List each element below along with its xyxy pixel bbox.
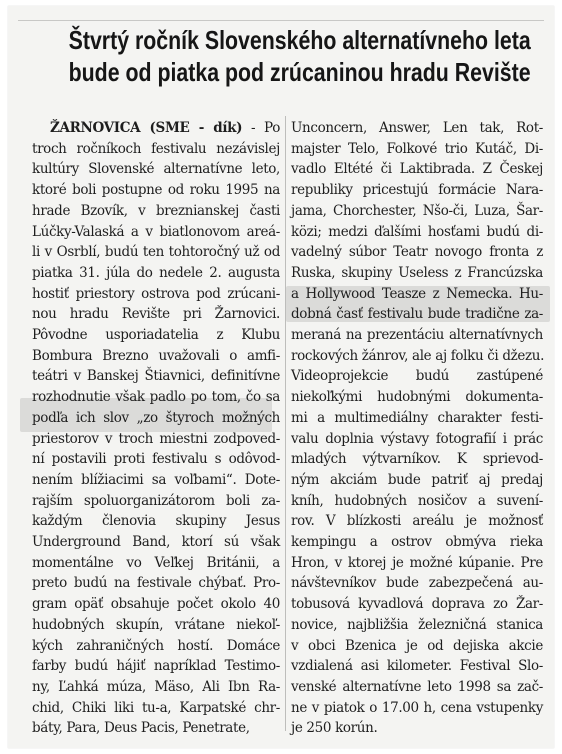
article-line: báty, Para, Deus Pacis, Penetrate, [32,720,250,737]
article-line: li v Osrblí, budú ten tohtoročný už od [32,244,280,261]
article-line: hostiť priestory ostrova pod zrúcani- [32,285,280,302]
dateline: ŽARNOVICA (SME - dík) [50,120,243,136]
article-line: Ruska, skupiny Useless z Francúzska [291,264,543,281]
article-line: kých zahraničných hostí. Domáce [32,637,280,654]
article-line: vadelný súbor Teatr novogo fronta z [291,244,543,261]
article-line: tobusová kyvadlová doprava zo Žar- [291,596,543,613]
article-line [32,118,280,139]
top-rule [18,20,544,21]
article-line: valu doplnia výstavy fotografií i prác [291,430,543,447]
article-line: Underground Band, ktorí sú však [32,534,280,551]
article-line: je 250 korún. [291,720,378,737]
article-line: hudobných skupín, vrátane niekoľ- [32,616,280,633]
article-line: jama, Chorchester, Nšo-či, Luza, Šar- [291,202,543,219]
article-line: Pôvodne usporiadatelia z Klubu [32,327,280,344]
article-line: preto budú na festivale chýbať. Pro- [32,575,280,592]
article-line: ktoré boli postupne od roku 1995 na [32,182,280,199]
article-line: novice, najbližšia železničná stanica [291,616,543,633]
article-line: republiky pricestujú formácie Nara- [291,182,543,199]
article-line: majster Telo, Folkové trio Kutáč, Di- [291,140,543,157]
article-line: vzdialená asi kilometer. Festival Slo- [291,658,543,675]
article-line: každým členovia skupiny Jesus [32,513,280,530]
headline-line-1: Štvrtý ročník Slovenského alternatívneho leta [68,25,531,55]
article-line: ní postavili proti festivalu s odôvod- [32,451,280,468]
article-line: dobná časť festivalu bude tradične za- [291,306,543,323]
article-line: farby budú hájiť napríklad Testimo- [32,658,280,675]
headline-line-2: bude od piatka pod zrúcaninou hradu Revište [68,57,531,87]
article-line: vadlo Eltété či Laktibrada. Z Českej [291,161,543,178]
article-line: podľa ich slov „zo štyroch možných [32,409,280,426]
article-line: piatka 31. júla do nedele 2. augusta [32,264,280,281]
article-line: teátri v Banskej Štiavnici, definitívne [32,368,280,385]
article-line: ným akciám bude patriť aj predaj [291,471,543,488]
article-line: troch ročníkoch festivalu nezávislej [32,140,280,157]
article-line: ne v piatok o 17.00 h, cena vstupenky [291,699,543,716]
article-line: meraná na prezentáciu alternatívnych [291,327,543,344]
article-line: Unconcern, Answer, Len tak, Rot- [291,120,543,136]
article-line-text: - Po [242,120,281,136]
article-line: Videoprojekcie budú zastúpené [291,368,543,385]
column-divider [285,116,286,731]
article-line: v obci Bzenica je od dejiska akcie [291,637,543,654]
article-line: ny, Ľahká múza, Mäso, Ali Ibn Ra- [32,678,280,695]
article-line: rockových žánrov, ale aj folku či džezu. [291,347,545,364]
article-line: közi; medzi ďalšími hosťami budú di- [291,223,543,240]
article-line: Lúčky-Valaská a v biatlonovom areá- [32,223,280,240]
article-line: mi a multimediálny charakter festi- [291,409,543,426]
article-line: niekoľkými hudobnými dokumenta- [291,389,543,406]
article-line: kempingu a ostrov obmýva rieka [291,534,543,551]
headline [68,24,531,88]
article-line: Bombura Brezno uvažovali o amfi- [32,347,280,364]
article-line: nou hradu Revište pri Žarnovici. [32,306,280,323]
article-line: venské alternatívne leto 1998 sa zač- [291,678,543,695]
article-line: a Hollywood Teasze z Nemecka. Hu- [291,285,543,302]
article-line: priestorov v troch miestni zodpoved- [32,430,280,447]
article-column-right [291,118,543,739]
article-line: Hron, v ktorej je možné kúpanie. Pre [291,554,543,571]
article-line: návštevníkov bude zabezpečená au- [291,575,543,592]
article-line: rajším spoluorganizátorom boli za- [32,492,280,509]
article-line: chid, Chiki liki tu-a, Karpatské chr- [32,699,280,716]
article-column-left [32,118,280,739]
article-line: gram opäť obsahuje počet okolo 40 [32,596,280,613]
article-line: mladých výtvarníkov. K sprievod- [291,451,543,468]
article-line: rozhodnutie však padlo po tom, čo sa [32,389,280,406]
article-line: rov. V blízkosti areálu je možnosť [291,513,543,530]
article-line: kultúry Slovenské alternatívne leto, [32,161,280,178]
article-line: kníh, hudobných nosičov a suvení- [291,492,543,509]
article-line: momentálne vo Veľkej Británii, a [32,554,280,571]
newspaper-clipping [8,6,554,748]
article-line: nením blížiacimi sa voľbami“. Dote- [32,471,280,488]
article-line: hrade Bzovík, v breznianskej časti [32,202,280,219]
